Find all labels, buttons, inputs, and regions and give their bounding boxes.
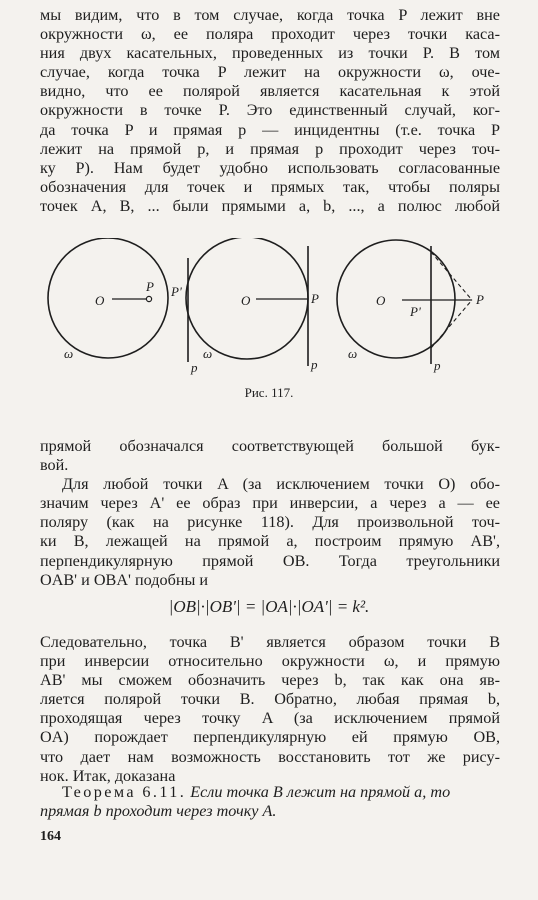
text-line: точек A, B, ... были прямыми a, b, ..., а полюс любой xyxy=(40,196,500,215)
label-point: P xyxy=(146,279,154,294)
theorem-text: Если точка B лежит на прямой a, то прямая b проходит через точку A. xyxy=(40,783,451,821)
text-line: Следовательно, точка B' является образом точки B xyxy=(40,633,500,651)
bottom-paragraph xyxy=(40,633,500,786)
text-line: OA) порождает перпендикулярную ей прямую OB, xyxy=(40,728,500,747)
text-line: прямой обозначался соответствующей большой бук- xyxy=(40,437,500,455)
text-line: случае, когда точка P лежит на окружности ω, оче- xyxy=(40,63,500,82)
text-line: окружности в точке P. Это единственный случай, ког- xyxy=(40,101,500,120)
figure-117-c xyxy=(337,240,484,373)
label-point-prime: P' xyxy=(410,304,421,319)
text-line: значим через A' ее образ при инверсии, а через a — ее xyxy=(40,494,500,513)
text-line: перпендикулярную прямой OB. Тогда треугольники xyxy=(40,551,500,570)
text-line: ляется полярой точки B. Обратно, любая прямая b, xyxy=(40,690,500,709)
figure-117-b xyxy=(186,238,319,372)
label-circle: ω xyxy=(64,346,74,361)
figure-caption: Рис. 117. xyxy=(244,385,294,400)
middle-paragraphs xyxy=(40,437,500,590)
label-polar: p xyxy=(191,360,198,375)
figure-117-a xyxy=(48,238,198,375)
figure-117 xyxy=(40,238,502,388)
formula: |OB|·|OB'| = |OA|·|OA'| = k². xyxy=(168,597,370,616)
label-center: O xyxy=(95,293,105,308)
page-number: 164 xyxy=(40,829,61,844)
text-line: мы видим, что в том случае, когда точка P лежит вне xyxy=(40,6,500,24)
label-point-prime: P' xyxy=(171,284,182,299)
text-line: видно, что ее полярой является касательная к этой xyxy=(40,82,500,101)
text-line: Для любой точки A (за исключением точки O) обо- xyxy=(62,475,500,494)
text-line: AB' мы сможем обозначить через b, так как она яв- xyxy=(40,671,500,690)
text-line: проходящая через точку A (за исключением прямой xyxy=(40,709,500,728)
label-center: O xyxy=(376,293,386,308)
text-line: что дает нам возможность восстановить тот же рису- xyxy=(40,747,500,766)
text-line: при инверсии относительно окружности ω, и прямую xyxy=(40,652,500,671)
theorem xyxy=(40,783,500,821)
text-line: вой. xyxy=(40,456,69,475)
text-line: ку P). Нам будет удобно использовать согласованные xyxy=(40,158,500,177)
top-paragraph xyxy=(40,6,500,216)
text-line: лежит на прямой p, и прямая p проходит через точ- xyxy=(40,139,500,158)
label-polar: p xyxy=(311,357,318,372)
label-center: O xyxy=(241,293,251,308)
tangent-line xyxy=(431,252,472,300)
label-polar: p xyxy=(434,358,441,373)
text-line: нок. Итак, доказана xyxy=(40,766,176,785)
label-circle: ω xyxy=(348,346,358,361)
label-point: P xyxy=(476,292,484,307)
point-p-marker xyxy=(146,296,151,301)
theorem-label: Теорема 6.11. xyxy=(62,783,187,801)
text-line: ния двух касательных, проведенных из точки P. В том xyxy=(40,44,500,63)
label-circle: ω xyxy=(203,346,213,361)
text-line: окружности ω, ее поляра проходит через точки каса- xyxy=(40,25,500,44)
text-line: OAB' и OBA' подобны и xyxy=(40,570,209,589)
text-line: да точка P и прямая p — инцидентны (т.е. точка P xyxy=(40,120,500,139)
text-line: обозначения для точек и прямых так, чтобы поляры xyxy=(40,177,500,196)
tangent-line xyxy=(431,300,472,348)
label-point: P xyxy=(311,291,319,306)
text-line: поляру (как на рисунке 118). Для произвольной точ- xyxy=(40,513,500,532)
text-line: ки B, лежащей на прямой a, построим прямую AB', xyxy=(40,532,500,551)
